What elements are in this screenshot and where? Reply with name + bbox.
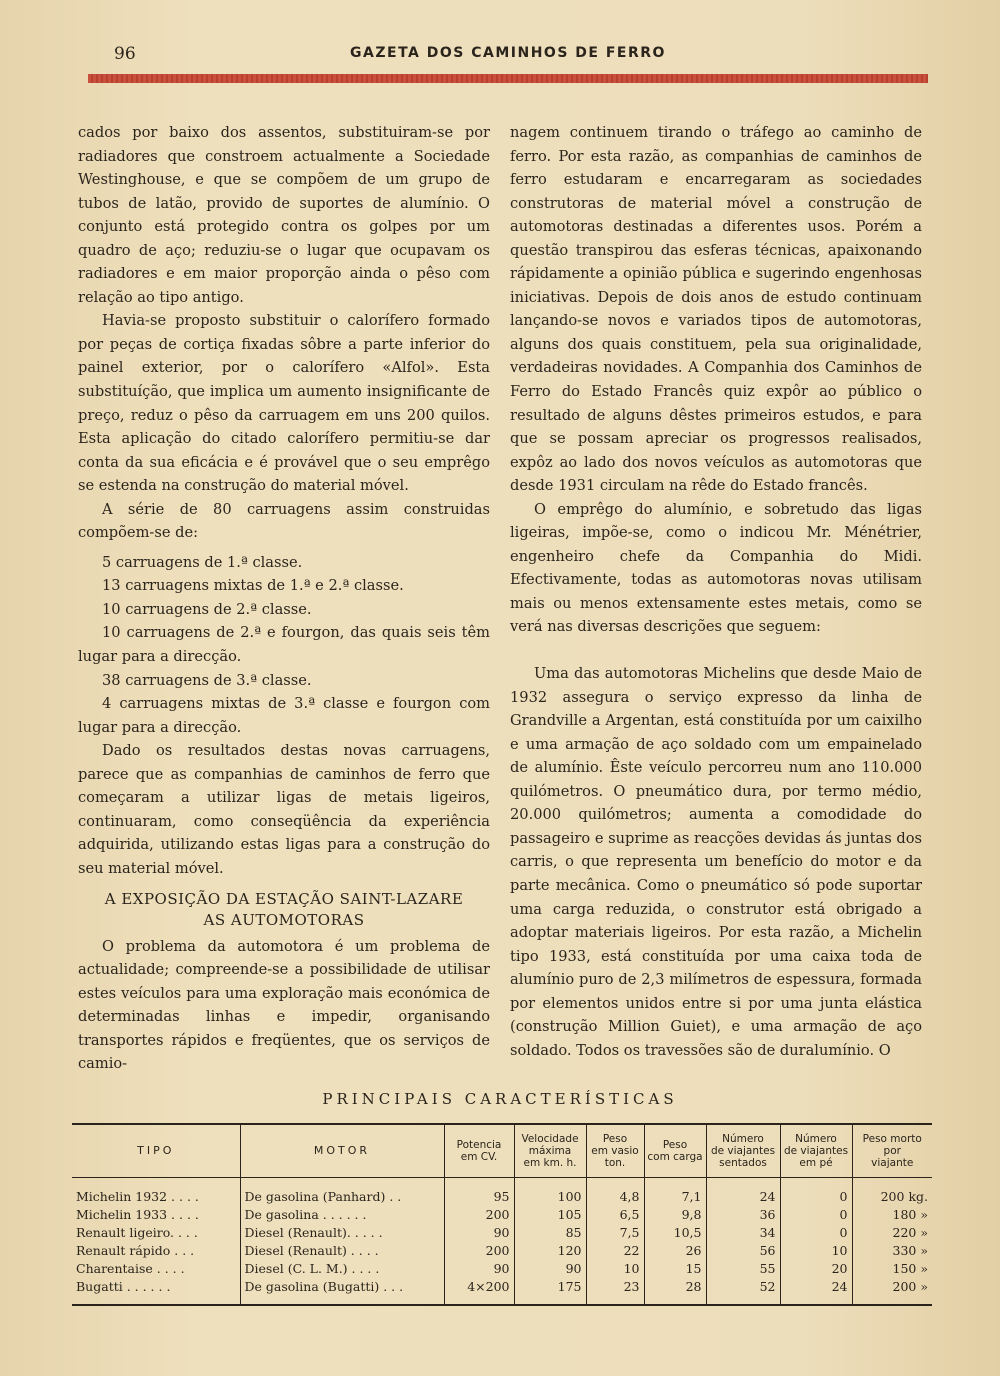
- cell-peso-vasio: 23: [586, 1278, 644, 1305]
- cell-peso-vasio: 10: [586, 1260, 644, 1278]
- table-title: PRINCIPAIS CARACTERÍSTICAS: [322, 1090, 678, 1108]
- cell-motor: De gasolina (Bugatti) . . .: [240, 1278, 444, 1305]
- cell-pe: 0: [780, 1178, 852, 1207]
- cell-peso-carga: 26: [644, 1242, 706, 1260]
- section-title: [78, 889, 490, 931]
- cell-sentados: 55: [706, 1260, 780, 1278]
- paragraph: nagem continuem tirando o tráfego ao caminho de ferro. Por esta razão, as companhias de caminhos de ferro estudaram e encarregaram as sociedades construtoras de material móvel a construção de automotoras destinadas a diferentes usos. Porém a questão transpirou das esferas técnicas, apaixonando rápidamente a opinião pública e sugerindo engenhosas iniciativas. Depois de dois anos de estudo continuam lançando-se novos e variados tipos de automotoras, alguns dos quais constituem, pela sua originalidade, verdadeiras novidades. A Companhia dos Caminhos de Ferro do Estado Francês quiz expôr ao público o resultado de alguns dêstes primeiros estudos, e para que se possam apreciar os progressos realisados, expôz ao lado dos novos veículos as automotoras que desde 1931 circulam na rêde do Estado francês.: [510, 124, 922, 495]
- cell-potencia: 200: [444, 1206, 514, 1224]
- cell-morto: 220 »: [852, 1224, 932, 1242]
- cell-peso-carga: 10,5: [644, 1224, 706, 1242]
- cell-velocidade: 105: [514, 1206, 586, 1224]
- section-title-line-2: AS AUTOMOTORAS: [203, 910, 365, 929]
- cell-morto: 200 kg.: [852, 1178, 932, 1207]
- list-item: 13 carruagens mixtas de 1.ª e 2.ª classe.: [102, 577, 404, 595]
- cell-velocidade: 90: [514, 1260, 586, 1278]
- cell-sentados: 34: [706, 1224, 780, 1242]
- cell-peso-carga: 28: [644, 1278, 706, 1305]
- running-title: GAZETA DOS CAMINHOS DE FERRO: [350, 45, 666, 61]
- cell-potencia: 200: [444, 1242, 514, 1260]
- cell-velocidade: 85: [514, 1224, 586, 1242]
- cell-velocidade: 120: [514, 1242, 586, 1260]
- cell-tipo: Renault rápido . . .: [76, 1243, 195, 1258]
- cell-sentados: 24: [706, 1178, 780, 1207]
- cell-tipo: Charentaise . . . .: [76, 1261, 185, 1276]
- header-sentados: Número de viajantes sentados: [706, 1124, 780, 1178]
- paragraph: Uma das automotoras Michelins que desde Maio de 1932 assegura o serviço expresso da linha de Grandville a Argentan, está constituída por um caixilho e uma armação de aço soldado com um empainelado de alumínio. Êste veículo percorreu num ano 110.000 quilómetros. O pneumático dura, por termo médio, 20.000 quilómetros; aumenta a comodidade do passageiro e suprime as reacções devidas ás juntas dos carris, o que representa um benefício do motor e da parte mecânica. Como o pneumático só pode suportar uma carga reduzida, o construtor está obrigado a adoptar materiais ligeiros. Por esta razão, a Michelin tipo 1933, está constituída por uma caixa toda de alumínio puro de 2,3 milímetros de espessura, formada por elementos unidos entre si por uma junta elástica (construção Million Guiet), e uma armação de aço soldado. Todos os travessões são de duralumínio. O: [510, 665, 922, 1059]
- header-peso-carga: Peso com carga: [644, 1124, 706, 1178]
- table-row: [72, 1224, 932, 1242]
- cell-potencia: 95: [444, 1178, 514, 1207]
- page-number: 96: [114, 44, 136, 64]
- header-tipo: TIPO: [72, 1124, 240, 1178]
- cell-motor: Diesel (Renault) . . . .: [240, 1242, 444, 1260]
- table-row: [72, 1242, 932, 1260]
- cell-pe: 10: [780, 1242, 852, 1260]
- cell-peso-vasio: 7,5: [586, 1224, 644, 1242]
- cell-motor: Diesel (Renault). . . . .: [240, 1224, 444, 1242]
- cell-potencia: 90: [444, 1224, 514, 1242]
- characteristics-table: [72, 1123, 932, 1306]
- paragraph: Havia-se proposto substituir o calorífero formado por peças de cortiça fixadas sôbre a parte inferior do painel exterior, por o calorífero «Alfol». Esta substituíção, que implica um aumento insignificante de preço, reduz o pêso da carruagem em uns 200 quilos. Esta aplicação do citado calorífero permitiu-se dar conta da sua eficácia e é provável que o seu emprêgo se estenda na construção do material móvel.: [78, 312, 490, 495]
- header-potencia: Potencia em CV.: [444, 1124, 514, 1178]
- cell-pe: 0: [780, 1224, 852, 1242]
- list-item: 10 carruagens de 2.ª e fourgon, das quais seis têm lugar para a direcção.: [78, 624, 490, 666]
- cell-motor: Diesel (C. L. M.) . . . .: [240, 1260, 444, 1278]
- carriage-list: [78, 551, 490, 739]
- cell-morto: 150 »: [852, 1260, 932, 1278]
- cell-tipo: Bugatti . . . . . .: [76, 1279, 171, 1294]
- cell-sentados: 36: [706, 1206, 780, 1224]
- paragraph: Dado os resultados destas novas carruagens, parece que as companhias de caminhos de ferro que começaram a utilizar ligas de metais ligeiros, continuaram, como conseqüência da experiência adquirida, utilizando estas ligas para a construção do seu material móvel.: [78, 742, 490, 877]
- header-motor: MOTOR: [240, 1124, 444, 1178]
- cell-tipo: Michelin 1932 . . . .: [76, 1189, 199, 1204]
- cell-peso-carga: 9,8: [644, 1206, 706, 1224]
- paragraph: O emprêgo do alumínio, e sobretudo das ligas ligeiras, impõe-se, como o indicou Mr. Ménétrier, engenheiro chefe da Companhia do Midi. Efectivamente, todas as automotoras novas utilisam mais ou menos extensamente estes metais, como se verá nas diversas descrições que seguem:: [510, 500, 922, 636]
- cell-motor: De gasolina . . . . . .: [240, 1206, 444, 1224]
- cell-potencia: 4×200: [444, 1278, 514, 1305]
- cell-sentados: 52: [706, 1278, 780, 1305]
- list-item: 5 carruagens de 1.ª classe.: [102, 553, 303, 571]
- list-item: 4 carruagens mixtas de 3.ª classe e fourgon com lugar para a direcção.: [78, 695, 490, 736]
- paragraph: A série de 80 carruagens assim construidas compõem-se de:: [78, 500, 490, 542]
- cell-peso-carga: 15: [644, 1260, 706, 1278]
- list-item: 38 carruagens de 3.ª classe.: [102, 671, 312, 689]
- right-column: [510, 121, 922, 1062]
- header-rule: [88, 74, 928, 83]
- page-header: [88, 42, 928, 72]
- cell-potencia: 90: [444, 1260, 514, 1278]
- cell-peso-vasio: 22: [586, 1242, 644, 1260]
- cell-tipo: Michelin 1933 . . . .: [76, 1207, 199, 1222]
- left-column: [78, 121, 490, 1076]
- paragraph: O problema da automotora é um problema de actualidade; compreende-se a possibilidade de utilisar estes veículos para uma exploração mais económica de determinadas linhas e impedir, organisando transportes rápidos e freqüentes, que os serviços de camio-: [78, 937, 490, 1073]
- cell-morto: 330 »: [852, 1242, 932, 1260]
- cell-pe: 24: [780, 1278, 852, 1305]
- header-peso-morto: Peso morto por viajante: [852, 1124, 932, 1178]
- cell-motor: De gasolina (Panhard) . .: [240, 1178, 444, 1207]
- table-body: [72, 1178, 932, 1306]
- cell-morto: 180 »: [852, 1206, 932, 1224]
- cell-pe: 20: [780, 1260, 852, 1278]
- cell-velocidade: 100: [514, 1178, 586, 1207]
- table-row: [72, 1278, 932, 1305]
- table-row: [72, 1260, 932, 1278]
- cell-tipo: Renault ligeiro. . . .: [76, 1225, 198, 1240]
- cell-sentados: 56: [706, 1242, 780, 1260]
- list-item: 10 carruagens de 2.ª classe.: [102, 600, 312, 618]
- cell-morto: 200 »: [852, 1278, 932, 1305]
- table-row: [72, 1206, 932, 1224]
- cell-velocidade: 175: [514, 1278, 586, 1305]
- cell-pe: 0: [780, 1206, 852, 1224]
- header-peso-vasio: Peso em vasio ton.: [586, 1124, 644, 1178]
- cell-peso-vasio: 4,8: [586, 1178, 644, 1207]
- cell-peso-carga: 7,1: [644, 1178, 706, 1207]
- cell-peso-vasio: 6,5: [586, 1206, 644, 1224]
- paragraph: cados por baixo dos assentos, substituiram-se por radiadores que constroem actualmente a Sociedade Westinghouse, e que se compõem de um grupo de tubos de latão, provido de suportes de alumínio. O conjunto está protegido contra os golpes por um quadro de aço; reduziu-se o lugar que ocupavam os radiadores e em maior proporção ainda o pêso com relação ao tipo antigo.: [78, 124, 490, 306]
- table-header-row: [72, 1124, 932, 1178]
- header-em-pe: Número de viajantes em pé: [780, 1124, 852, 1178]
- spacer: [510, 639, 922, 662]
- table-row: [72, 1178, 932, 1207]
- header-velocidade: Velocidade máxima em km. h.: [514, 1124, 586, 1178]
- section-title-line-1: A EXPOSIÇÃO DA ESTAÇÃO SAINT-LAZARE: [104, 889, 464, 908]
